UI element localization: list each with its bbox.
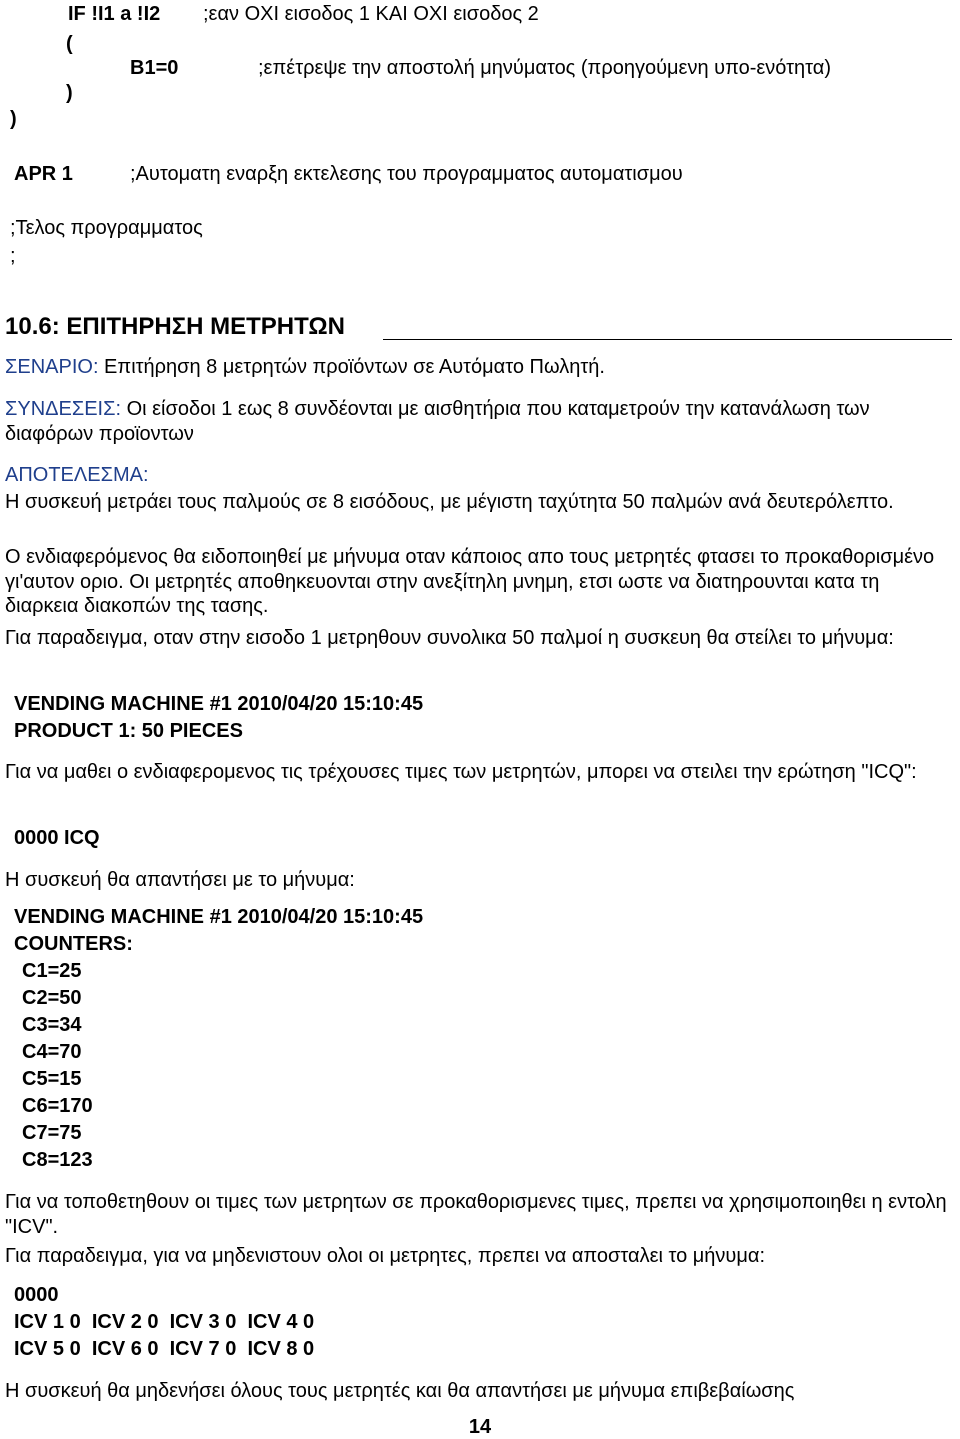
code-if-command: IF !I1 a !I2	[68, 3, 161, 25]
message-1-line-1: VENDING MACHINE #1 2010/04/20 15:10:45	[14, 693, 424, 715]
body-paragraph-3: Για παραδειγμα, οταν στην εισοδο 1 μετρηθουν συνολικα 50 παλμοί η συσκευη θα στείλει το μήνυμα:	[5, 627, 894, 649]
counter-value: C1=25	[22, 960, 82, 982]
code-close-paren-outer: )	[10, 108, 17, 130]
counter-value: C7=75	[22, 1122, 82, 1144]
icv-line-3: ICV 5 0 ICV 6 0 ICV 7 0 ICV 8 0	[14, 1338, 315, 1360]
title-underline	[383, 339, 952, 340]
scenario-text: Επιτήρηση 8 μετρητών προϊόντων σε Αυτόματο Πωλητή.	[98, 356, 605, 378]
connections-label: ΣΥΝΔΕΣΕΙΣ:	[5, 398, 122, 420]
message-1-line-2: PRODUCT 1: 50 PIECES	[14, 720, 243, 742]
connections-text: Οι είσοδοι 1 εως 8 συνδέονται με αισθητήρια που καταμετρούν την κατανάλωση των διαφόρων προϊοντων	[5, 398, 870, 445]
counter-value: C5=15	[22, 1068, 82, 1090]
code-if-comment: ;εαν ΟΧΙ εισοδος 1 ΚΑΙ ΟΧΙ εισοδος 2	[203, 3, 539, 25]
scenario-line	[5, 355, 955, 380]
code-b1-comment: ;επέτρεψε την αποστολή μηνύματος (προηγούμενη υπο-ενότητα)	[258, 57, 831, 79]
icv-line-2: ICV 1 0 ICV 2 0 ICV 3 0 ICV 4 0	[14, 1311, 315, 1333]
counter-value: C6=170	[22, 1095, 93, 1117]
body-paragraph-6: Για να τοποθετηθουν οι τιμες των μετρητων σε προκαθορισμενες τιμες, πρεπει να χρησιμοποιηθει η εντολη "ICV".	[5, 1191, 947, 1238]
body-paragraph-4: Για να μαθει ο ενδιαφερομενος τις τρέχουσες τιμες των μετρητών, μπορει να στειλει την ερώτηση "ICQ":	[5, 761, 917, 783]
body-paragraph-8: Η συσκευή θα μηδενήσει όλους τους μετρητές και θα απαντήσει με μήνυμα επιβεβαίωσης	[5, 1380, 795, 1402]
code-b1-command: B1=0	[130, 57, 179, 79]
code-apr-command: APR 1	[14, 163, 73, 185]
icv-line-1: 0000	[14, 1284, 59, 1306]
page-number: 14	[468, 1416, 492, 1438]
body-paragraph-2: Ο ενδιαφερόμενος θα ειδοποιηθεί με μήνυμα οταν κάποιος απο τους μετρητές φτασει το προκαθορισμένο γι'αυτον οριο. Οι μετρητές αποθηκευονται στην ανεξίτηλη μνημη, ετσι ωστε να διατηρουνται κατα τη διαρκεια διακοπών της τασης.	[5, 546, 935, 617]
body-paragraph-5: Η συσκευή θα απαντήσει με το μήνυμα:	[5, 869, 355, 891]
connections-paragraph	[5, 397, 955, 446]
counter-value: C2=50	[22, 987, 82, 1009]
result-label: ΑΠΟΤΕΛΕΣΜΑ:	[5, 464, 149, 486]
message-2-line-1: VENDING MACHINE #1 2010/04/20 15:10:45	[14, 906, 424, 928]
counter-value: C8=123	[22, 1149, 93, 1171]
body-paragraph-7: Για παραδειγμα, για να μηδενιστουν ολοι οι μετρητες, πρεπει να αποσταλει το μήνυμα:	[5, 1245, 766, 1267]
message-2-line-2: COUNTERS:	[14, 933, 133, 955]
code-apr-comment: ;Αυτοματη εναρξη εκτελεσης του προγραμματος αυτοματισμου	[130, 163, 683, 185]
counter-value: C4=70	[22, 1041, 82, 1063]
code-end-comment: ;Τελος προγραμματος	[10, 217, 203, 239]
counter-value: C3=34	[22, 1014, 82, 1036]
code-open-paren: (	[66, 33, 73, 55]
scenario-label: ΣΕΝΑΡΙΟ:	[5, 356, 99, 378]
body-paragraph-1: Η συσκευή μετράει τους παλμούς σε 8 εισόδους, με μέγιστη ταχύτητα 50 παλμών ανά δευτερόλεπτο.	[5, 491, 894, 513]
code-semicolon: ;	[10, 245, 16, 267]
icq-command: 0000 ICQ	[14, 827, 100, 849]
section-title: 10.6: ΕΠΙΤΗΡΗΣΗ ΜΕΤΡΗΤΩΝ	[5, 313, 345, 340]
code-close-paren-inner: )	[66, 82, 73, 104]
